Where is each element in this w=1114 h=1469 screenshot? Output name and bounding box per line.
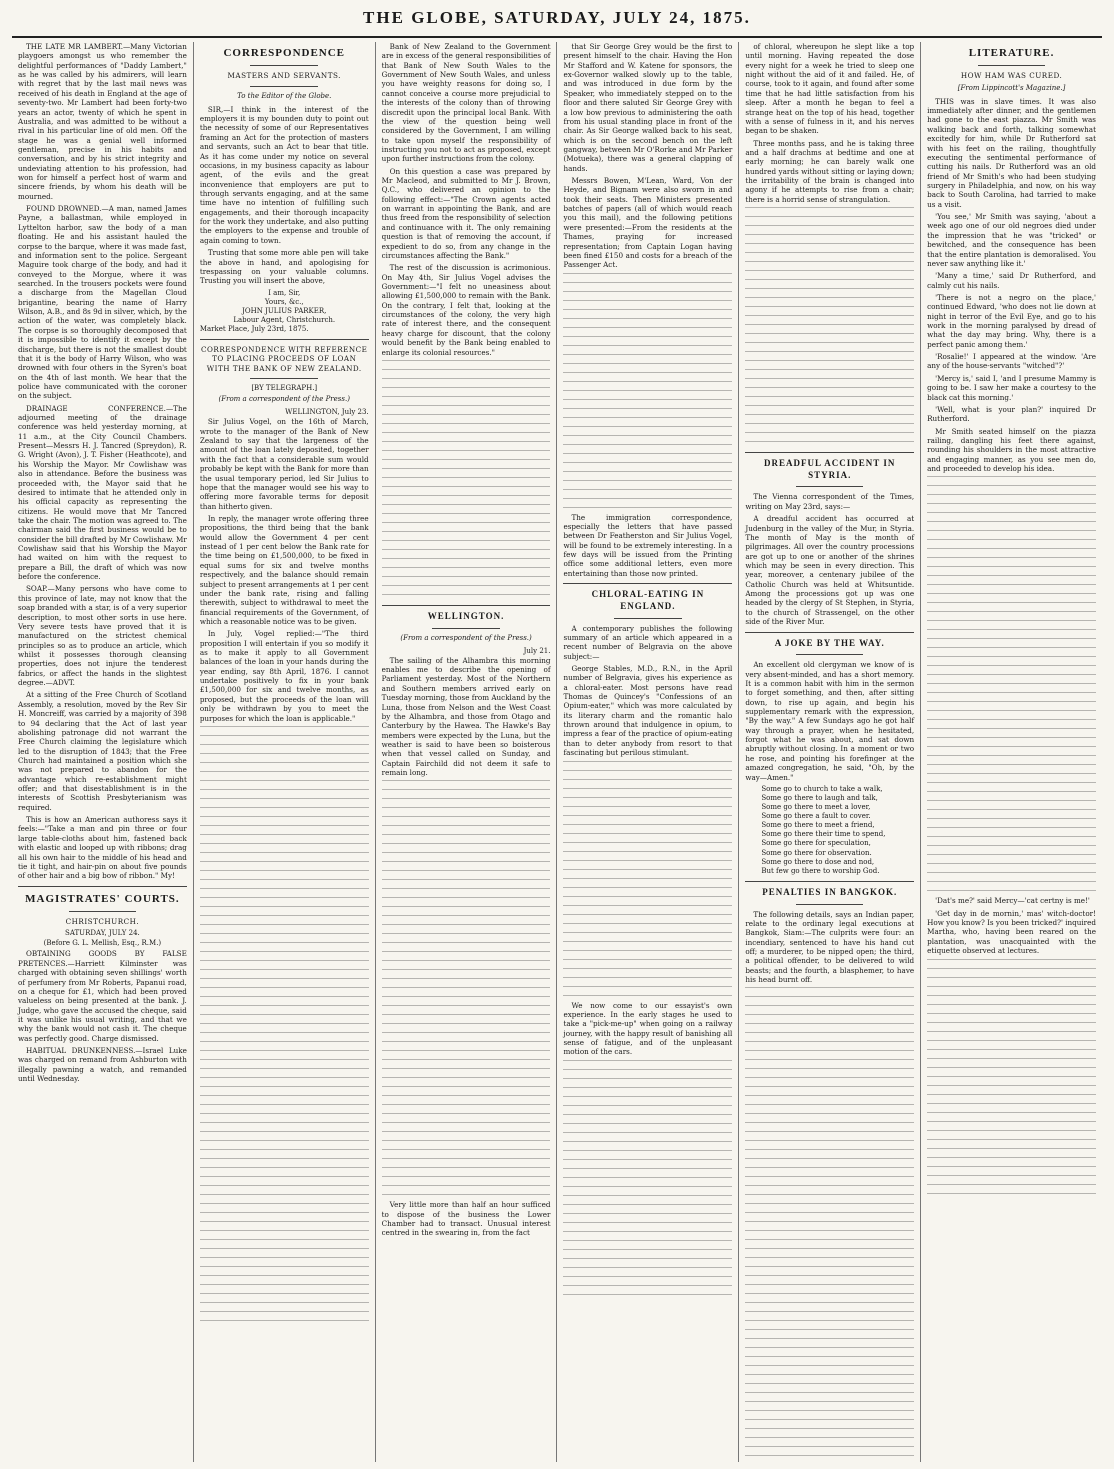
subheading-masters-and-servants: MASTERS AND SERVANTS. bbox=[227, 71, 341, 81]
column-1 bbox=[12, 42, 194, 1462]
letter-closing: Trusting that some more able pen will take the above in hand, and apologising for trespassing on your valuable columns. Trusting you will insert the above, bbox=[199, 248, 369, 286]
divider bbox=[69, 911, 137, 912]
article-paragraph: In reply, the manager wrote offering three propositions, the third being that the bank would allow the Government 4 per cent instead of 1 per cent below the Bank rate for the time being on £1,500,000, to be fixed in equal sums for six and twelve months respectively, and the balance should remain subject to present arrangements at 1 per cent under the bank rate, rising and falling therewith, subject to withdrawal to meet the financial requirements of the Government, of which a reasonable notice was to be given. bbox=[199, 514, 369, 626]
article-paragraph: On this question a case was prepared by Mr Macleod, and submitted to Mr J. Brown, Q.C., who delivered an opinion to the following effect:—"The Crown agents acted on warrant in appointing the Bank, and are thus freed from the responsibility of selection and continuance with it. The only remaining question is that of removing the account, if expedient to do so, from any change in the circumstances affecting the Bank." bbox=[381, 166, 551, 260]
article-source: (From a correspondent of the Press.) bbox=[400, 633, 532, 642]
article-paragraph: We now come to our essayist's own experience. In the early stages he used to take a "pick-me-up" when going on a railway journey, with the happy result of banishing all sense of fatigue, and of the unpleasant motion of the cars. bbox=[563, 1000, 733, 1057]
article-paragraph: 'Mercy is,' said I, 'and I presume Mammy is going to be. I saw her make a courtesy to the black cat this morning.' bbox=[927, 373, 1096, 402]
verse-line: Some go to church to take a walk, bbox=[761, 784, 883, 793]
letter-signature-title: Labour Agent, Christchurch. bbox=[233, 315, 336, 324]
continued-text-block bbox=[745, 987, 914, 1462]
verse-line: Some go there for observation. bbox=[761, 848, 872, 857]
verse-line: Some go there to meet a friend, bbox=[761, 821, 875, 830]
continued-text-block bbox=[382, 360, 551, 600]
column-3 bbox=[376, 42, 558, 1462]
divider bbox=[745, 632, 914, 633]
verse-line: Some go there their time to spend, bbox=[761, 830, 886, 839]
court-date: SATURDAY, JULY 24. bbox=[65, 929, 140, 938]
divider bbox=[745, 881, 914, 882]
subheading-christchurch: CHRISTCHURCH. bbox=[65, 916, 140, 926]
article-source: (From a correspondent of the Press.) bbox=[218, 395, 350, 404]
divider bbox=[796, 486, 864, 487]
divider bbox=[614, 618, 682, 619]
article-paragraph: The rest of the discussion is acrimonious. On May 4th, Sir Julius Vogel advises the Government:—"I felt no uneasiness about allowing £1,500,000 to remain with the Bank. On the contrary, I felt that, looking at the circumstances of the colony, the very high rate of interest there, and the consequent heavy charge for discount, that the colony would benefit by the Bank being enabled to enlarge its colonial resources." bbox=[381, 263, 551, 357]
column-6 bbox=[921, 42, 1102, 1462]
article-paragraph: An excellent old clergyman we know of is very absent-minded, and has a short memory. It is a common habit with him in the sermon to forget something, and then, after sitting down, to rise up again, and begin his supplementary remark with the expression, "By the way." A few Sundays ago he got half way through a prayer, when he hesitated, forgot what he was about, and sat down abruptly without closing. In a moment or two he rose, and pointing his forefinger at the amazed congregation, he said, "Oh, by the way—Amen." bbox=[745, 660, 915, 782]
article-paragraph: A dreadful accident has occurred at Judenburg in the valley of the Mur, in Styria. The month of May is the month of pilgrimages. All over the country processions are got up to one or another of the shrines which may be seen in every direction. This year, moreover, a centenary jubilee of the Catholic Church was held at Whitsuntide. Among the processions got up was one headed by the clergy of St Stephen, in Styria, to the church of Strassengel, on the other side of the River Mur. bbox=[745, 514, 915, 627]
divider bbox=[18, 886, 187, 887]
section-title-literature: LITERATURE. bbox=[968, 47, 1055, 59]
columns bbox=[12, 42, 1102, 1462]
column-2 bbox=[194, 42, 376, 1462]
article-late-mr-lambert: THE LATE MR LAMBERT.—Many Victorian playgoers amongst us who remember the delightful performances of "Daddy Lambert," as he was called by his admirers, will learn with regret that by the last mail news was received of his death in England at the age of seventy-two. Mr Lambert had been forty-two years an actor, twenty of which he spent in Australia, and was admitted to be without a rival in his particular line of old men. Off the stage he was a genial well informed gentleman, precise in his habits and conversation, and by his strict integrity and undeviating attention to his profession, had won for himself a perfect host of warm and sincere friends, by whom his death will be mourned. bbox=[18, 42, 187, 201]
article-paragraph: 'There is not a negro on the place,' continued Edward, 'who does not lie down at night in terror of the Evil Eye, and go to his work in the morning paralysed by dread of what the day may bring. Why, there is a perfect panic among them.' bbox=[927, 292, 1096, 349]
article-paragraph: 'Dat's me?' said Mercy—'cat certny is me!' bbox=[935, 896, 1090, 906]
section-title-penalties-bangkok: PENALTIES IN BANGKOK. bbox=[762, 886, 898, 897]
article-source: [From Lippincott's Magazine.] bbox=[957, 83, 1066, 92]
article-paragraph: The immigration correspondence, especially the letters that have passed between Dr Featherston and Sir Julius Vogel, will be found to be extremely interesting. In a few days will be issued from the Printing office some additional letters, even more entertaining than those now printed. bbox=[563, 512, 733, 578]
article-paragraph: The sailing of the Alhambra this morning enables me to describe the opening of Parliament yesterday. Most of the Northern and Southern members arrived early on Tuesday morning, those from Auckland by the Luna, those from Nelson and the West Coast by the Alhambra, and those from Otago and Canterbury by the Hawea. The Hawke's Bay members were expected by the Luna, but the weather is said to have been so boisterous when that vessel called on Sunday, and Captain Fairchild did not deem it safe to remain long. bbox=[381, 655, 551, 778]
article-paragraph: 'Get day in de mornin,' mas' witch-doctor! How you know? Is you been tricked?' inquired Martha, who, having been reared on the plantation, was unacquainted with the etiquette observed at lectures. bbox=[927, 908, 1096, 956]
section-title-wellington: WELLINGTON. bbox=[427, 610, 505, 621]
letter-dateline: Market Place, July 23rd, 1875. bbox=[199, 324, 309, 333]
article-free-church: At a sitting of the Free Church of Scotland Assembly, a resolution, moved by the Rev Sir H. Moncreiff, was carried by a majority of 398 to 94 declaring that the Act of last year abolishing patronage did not warrant the Free Church claiming the legislature which led to the disruption of 1843; that the Free Church had maintained a position which she was not prepared to abandon for the advantage which re-establishment might offer; and that disestablishment is in the interests of Scottish Presbyterianism was required. bbox=[18, 690, 187, 812]
continued-text-block bbox=[563, 1060, 732, 1300]
article-paragraph: Sir Julius Vogel, on the 16th of March, wrote to the manager of the Bank of New Zealand to say that the largeness of the amount of the loan lately deposited, together with the fact that a considerable sum would probably be kept with the Bank for more than the usual temporary period, led Sir Julius to hope that the manager would see his way to offering more favorable terms for deposit than hitherto given. bbox=[199, 417, 369, 511]
divider bbox=[250, 378, 318, 379]
article-paragraph: that Sir George Grey would be the first to present himself to the chair. Having the Hon Mr Stafford and W. Katene for sponsors, the ex-Governor walked slowly up to the table, and was introduced in due form by the Speaker, who immediately stepped on to the floor and there saluted Sir George Grey with a low bow previous to administering the oath from his usual standing place in front of the chair. As Sir George walked back to his seat, which is on the second bench on the left gangway, between Mr O'Rorke and Mr Parker (Motueka), there was a general clapping of hands. bbox=[563, 42, 733, 173]
masthead bbox=[12, 0, 1102, 38]
article-paragraph: Mr Smith seated himself on the piazza railing, dangling his feet there against, rounding his shoulders in the most attractive and engaging manner, as you see men do, and proceeded to develop his idea. bbox=[927, 426, 1096, 474]
verse-line: Some go there to laugh and talk, bbox=[761, 793, 878, 802]
article-paragraph: The Vienna correspondent of the Times, writing on May 23rd, says:— bbox=[745, 492, 915, 511]
continued-text-block bbox=[200, 726, 369, 1326]
divider bbox=[745, 452, 914, 453]
verse-line: Some go there for speculation, bbox=[761, 839, 871, 848]
divider bbox=[796, 654, 864, 655]
article-paragraph: THIS was in slave times. It was also immediately after dinner, and the gentlemen had gone to the east piazza. Mr Smith was walking back and forth, talking somewhat excitedly for him, while Dr Rutherford sat with his feet on the railing, thoughtfully executing the sentimental performance of cutting his nails. Dr Rutherford was an old friend of Mr Smith's who had been studying surgery in Philadelphia, and now, on his way back to South Carolina, had tarried to make us a visit. bbox=[927, 96, 1096, 209]
article-paragraph: Bank of New Zealand to the Government are in excess of the general responsibilities of that Bank of New South Wales to the Government of New South Wales, and unless you have weighty reasons for doing so, I cannot conceive a course more prejudicial to the interests of the colony than of throwing discredit upon the principal local Bank. With the view of the question being well considered by the Government, I am willing to take upon myself the responsibility of instructing you not to act as proposed, except upon further instructions from the colony. bbox=[381, 42, 551, 164]
verse-line: But few go there to worship God. bbox=[761, 866, 880, 875]
article-paragraph: A contemporary publishes the following summary of an article which appeared in a recent number of Belgravia on the above subject:— bbox=[563, 623, 733, 661]
court-case-drunkenness: HABITUAL DRUNKENNESS.—Israel Luke was charged on remand from Ashburton with illegally pawning a watch, and remanded until Wednesday. bbox=[18, 1046, 187, 1084]
divider bbox=[250, 86, 318, 87]
article-paragraph: Very little more than half an hour sufficed to dispose of the business the Lower Chamber had to transact. Unusual interest centred in the swearing in, from the fact bbox=[381, 1200, 551, 1238]
article-found-drowned: FOUND DROWNED.—A man, named James Payne, a ballastman, while employed in Lyttelton harbor, saw the body of a man floating. He and his assistant hauled the corpse to the barque, where it was made fast, and information sent to the police. Sergeant Maguire took charge of the body, and had it conveyed to the Morgue, where it was searched. In the trousers pockets were found a discharge from the Magellan Cloud brigantine, bearing the name of Harry Wilson, A.B., and 8s 9d in silver, which, by the action of the water, was completely black. The corpse is so thoroughly decomposed that it is impossible to identify it except by the discharge, but there is not the smallest doubt that it is the body of Harry Wilson, who was drowned with four others in the Syren's boat on the 4th of last month. We hear that the police have communicated with the coroner on the subject. bbox=[18, 204, 187, 401]
article-paragraph: George Stables, M.D., R.N., in the April number of Belgravia, gives his experience as a chloral-eater. Most persons have read Thomas de Quincey's "Confessions of an Opium-eater," which was more calculated by its literary charm and the romantic halo thrown around that indulgence in opium, to impress a fear of the practice of opium-eating than to deter anybody from resort to that fascinating but perilous stimulant. bbox=[563, 663, 733, 758]
letter-signoff: Yours, &c., bbox=[264, 297, 304, 306]
continued-text-block bbox=[927, 476, 1096, 896]
letter-body: SIR,—I think in the interest of the employers it is my bounden duty to point out the necessity of some of our Representatives framing an Act for the protection of masters and servants, such an Act to bear that title. As it has come under my notice on several occasions, in my business capacity as labour agent, of the evils and the great inconvenience that employers are put to through servants engaging, and at the same time have no intention of fulfilling such engagements, and their thorough incapacity for the work they undertake, and also putting the employers to the expense and trouble of again coming to town. bbox=[199, 104, 369, 245]
section-title-joke: A JOKE BY THE WAY. bbox=[774, 637, 885, 648]
verse-line: Some go there to meet a lover, bbox=[761, 803, 871, 812]
article-paragraph: 'Rosalie!' I appeared at the window. 'Are any of the house-servants "witched"?' bbox=[927, 352, 1096, 371]
continued-text-block bbox=[563, 761, 732, 1001]
article-paragraph: The following details, says an Indian paper, relate to the ordinary legal executions at Bangkok, Siam:—The culprits were four: an incendiary, sentenced to have his hand cut off; a murderer, to be nipped open; the third, a political offender, to be delivered to wild beasts; and the fourth, a blasphemer, to have his head burnt off. bbox=[745, 909, 915, 985]
letter-signoff: I am, Sir, bbox=[268, 288, 301, 297]
dateline: WELLINGTON, July 23. bbox=[285, 408, 369, 417]
divider bbox=[432, 628, 500, 629]
court-before: (Before G. L. Mellish, Esq., R.M.) bbox=[43, 939, 162, 948]
divider bbox=[250, 65, 318, 66]
continued-text-block bbox=[927, 959, 1096, 1199]
verse bbox=[761, 785, 914, 876]
article-paragraph: of chloral, whereupon he slept like a top until morning. Having repeated the dose every night for a week he tried to sleep one night without the aid of it and failed. He, of course, took to it again, and found after some time that he had little satisfaction from his sleep. After a month he began to feel a strange heat on the top of his head, together with a sense of fulness in it, and his nerves began to be shaken. bbox=[745, 42, 915, 136]
continued-text-block bbox=[382, 780, 551, 1200]
continued-text-block bbox=[563, 273, 732, 513]
divider bbox=[200, 339, 369, 340]
section-title-dreadful-accident: DREADFUL ACCIDENT IN STYRIA. bbox=[764, 458, 896, 480]
article-paragraph: Messrs Bowen, M'Lean, Ward, Von der Heyde, and Bignam were also sworn in and took their seats. Then Ministers presented batches of papers (all of which would reach you this mail), and the following petitions were presented:—From the residents at the Thames, praying for increased representation; from Captain Logan having been fined £150 and costs for a breach of the Passenger Act. bbox=[563, 176, 733, 270]
verse-line: Some go there a fault to cover. bbox=[761, 812, 871, 821]
dateline: July 21. bbox=[523, 646, 551, 655]
verse-line: Some go there to dose and nod, bbox=[761, 857, 875, 866]
divider bbox=[978, 65, 1046, 66]
subheading-how-ham-was-cured: HOW HAM WAS CURED. bbox=[960, 71, 1063, 81]
divider bbox=[563, 583, 732, 584]
section-title-magistrates-courts: MAGISTRATES' COURTS. bbox=[25, 892, 180, 905]
letter-addressee: To the Editor of the Globe. bbox=[237, 91, 332, 100]
article-paragraph: 'Many a time,' said Dr Rutherford, and calmly cut his nails. bbox=[927, 271, 1096, 290]
column-5 bbox=[739, 42, 921, 1462]
article-paragraph: 'Well, what is your plan?' inquired Dr Rutherford. bbox=[927, 404, 1096, 424]
telegraph-tag: [BY TELEGRAPH.] bbox=[251, 384, 318, 393]
continued-text-block bbox=[745, 207, 914, 447]
column-4 bbox=[557, 42, 739, 1462]
article-paragraph: In July, Vogel replied:—"The third proposition I will entertain if you so modify it as to make it apply to all Government balances of the loan in your hands during the year ending, say 8th April, 1876. I cannot undertake positively to fix in your bank £1,500,000 for six and twelve months, as proposed, but the proceeds of the loan will only be withdrawn by you to meet the purposes for which the loan is applicable." bbox=[199, 629, 369, 723]
letter-signature: JOHN JULIUS PARKER, bbox=[242, 306, 327, 315]
divider bbox=[382, 605, 551, 606]
article-american-authoress: This is how an American authoress says it feels:—"Take a man and pin three or four large table-cloths about him, fastened back with elastic and looped up with ribbons; drag all his own hair to the middle of his head and tie it tight, and hair-pin on about five pounds of other hair and a big bow of ribbon." My! bbox=[18, 815, 187, 881]
article-paragraph: Three months pass, and he is taking three and a half drachms at bedtime and one at early morning; he can barely walk one hundred yards without sitting or laying down; the irritability of the brain is changed into agony if he attempts to rise from a chair; there is a horrid sense of strangulation. bbox=[745, 138, 915, 204]
section-title-chloral-eating: CHLORAL-EATING IN ENGLAND. bbox=[591, 589, 705, 611]
divider bbox=[796, 904, 864, 905]
article-drainage-conference: DRAINAGE CONFERENCE.—The adjourned meeting of the drainage conference was held yesterday morning, at 11 a.m., at the City Council Chambers. Present—Messrs H. J. Tancred (Spreydon), R. G. Wright (Avon), J. T. Fisher (Heathcote), and his Worship the Mayor. Mr Cowlishaw was also in attendance. Before the business was proceeded with, the Mayor said that he desired to intimate that he attended only in his official capacity as representing the citizens. He would move that Mr Tancred take the chair. The motion was agreed to. The chairman said the first business would be to consider the bill drafted by Mr Cowlishaw. Mr Cowlishaw said that his Worship the Mayor had waited on him with the request to prepare a Bill, the draft of which was now before the conference. bbox=[18, 403, 187, 582]
section-title-correspondence: CORRESPONDENCE bbox=[223, 47, 346, 59]
article-paragraph: 'You see,' Mr Smith was saying, 'about a week ago one of our old negroes died under the impression that he was "tricked" or bewitched, and the consequence has been that the entire plantation is demoralised. You never saw anything like it.' bbox=[927, 212, 1096, 268]
subheading-bank-correspondence: CORRESPONDENCE WITH REFERENCE TO PLACING PROCEEDS OF LOAN WITH THE BANK OF NEW ZEALAND. bbox=[201, 345, 368, 373]
article-soap: SOAP.—Many persons who have come to this province of late, may not know that the soap branded with a star, is of a very superior description, to most other sorts in use here. Very severe tests have proved that it is manufactured on the strictest chemical principles so as to produce an article, which whilst it possesses thorough cleansing properties, does not injure the tenderest fabrics, or affect the hands in the slightest degree.—ADVT. bbox=[18, 584, 187, 688]
court-case-false-pretences: OBTAINING GOODS BY FALSE PRETENCES.—Harriett Kilminster was charged with obtaining seven shillings' worth of perfumery from Mr Roberts, Papanui road, on a cheque for £1, which had been proved valueless on being presented at the bank. J. Judge, who gave the accused the cheque, said it was unlike his usual writing, and that we why the bank would not cash it. The cheque was perfectly good. Charge dismissed. bbox=[18, 949, 187, 1043]
masthead-title: THE GLOBE, SATURDAY, JULY 24, 1875. bbox=[363, 8, 751, 27]
